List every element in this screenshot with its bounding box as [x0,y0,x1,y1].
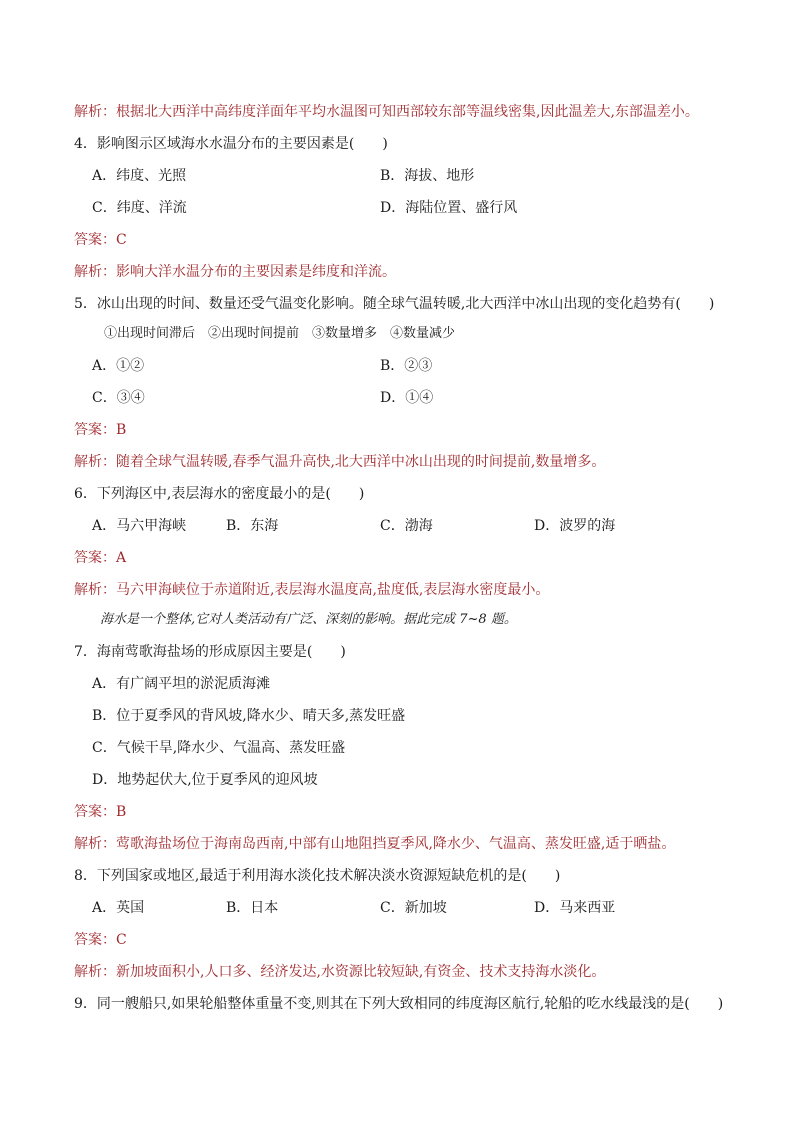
q6-stem: 6．下列海区中,表层海水的密度最小的是( ) [74,486,365,502]
q5-answer: 答案：B [74,422,127,438]
q4-option-b: B．海拔、地形 [380,168,475,184]
q7-answer: 答案：B [74,804,127,820]
q3-analysis: 解析：根据北大西洋中高纬度洋面年平均水温图可知西部较东部等温线密集,因此温差大,东部温差小。 [74,104,699,120]
q6-option-c: C．渤海 [380,518,433,534]
q8-answer: 答案：C [74,932,127,948]
q5-option-d: D．①④ [380,390,434,406]
q9-stem: 9．同一艘船只,如果轮船整体重量不变,则其在下列大致相同的纬度海区航行,轮船的吃水线最浅的是( ) [74,996,724,1012]
q4-option-a: A．纬度、光照 [92,168,187,184]
q7-option-b: B．位于夏季风的背风坡,降水少、晴天多,蒸发旺盛 [92,708,406,724]
q4-stem: 4．影响图示区域海水水温分布的主要因素是( ) [74,136,388,152]
q6-option-b: B．东海 [226,518,279,534]
q5-option-c: C．③④ [92,390,145,406]
q5-stem: 5．冰山出现的时间、数量还受气温变化影响。随全球气温转暖,北大西洋中冰山出现的变化趋势有( ) [74,296,715,312]
q4-option-d: D．海陆位置、盛行风 [380,200,518,216]
q6-option-d: D．波罗的海 [534,518,616,534]
q6-option-a: A．马六甲海峡 [92,518,187,534]
q6-analysis: 解析：马六甲海峡位于赤道附近,表层海水温度高,盐度低,表层海水密度最小。 [74,582,550,598]
q5-option-a: A．①② [92,358,145,374]
q7-analysis: 解析：莺歌海盐场位于海南岛西南,中部有山地阻挡夏季风,降水少、气温高、蒸发旺盛,适于晒盐。 [74,836,676,852]
q4-option-c: C．纬度、洋流 [92,200,187,216]
q8-option-d: D．马来西亚 [534,900,616,916]
q4-analysis: 解析：影响大洋水温分布的主要因素是纬度和洋流。 [74,264,396,280]
q8-option-a: A．英国 [92,900,145,916]
q7-option-c: C．气候干旱,降水少、气温高、蒸发旺盛 [92,740,346,756]
q5-choices: ①出现时间滞后 ②出现时间提前 ③数量增多 ④数量减少 [104,326,456,341]
q7-option-a: A．有广阔平坦的淤泥质海滩 [92,676,271,692]
q6-answer: 答案：A [74,550,127,566]
q8-option-c: C．新加坡 [380,900,447,916]
q4-answer: 答案：C [74,232,127,248]
q7-option-d: D．地势起伏大,位于夏季风的迎风坡 [92,772,318,788]
q8-option-b: B．日本 [226,900,279,916]
q5-option-b: B．②③ [380,358,433,374]
q7-stem: 7．海南莺歌海盐场的形成原因主要是( ) [74,644,346,660]
material-intro: 海水是一个整体,它对人类活动有广泛、深刻的影响。据此完成 7~8 题。 [100,612,517,627]
q5-analysis: 解析：随着全球气温转暖,春季气温升高快,北大西洋中冰山出现的时间提前,数量增多。 [74,454,606,470]
q8-analysis: 解析：新加坡面积小,人口多、经济发达,水资源比较短缺,有资金、技术支持海水淡化。 [74,964,606,980]
analysis-label: 解析： [74,104,116,120]
q8-stem: 8．下列国家或地区,最适于利用海水淡化技术解决淡水资源短缺危机的是( ) [74,868,561,884]
